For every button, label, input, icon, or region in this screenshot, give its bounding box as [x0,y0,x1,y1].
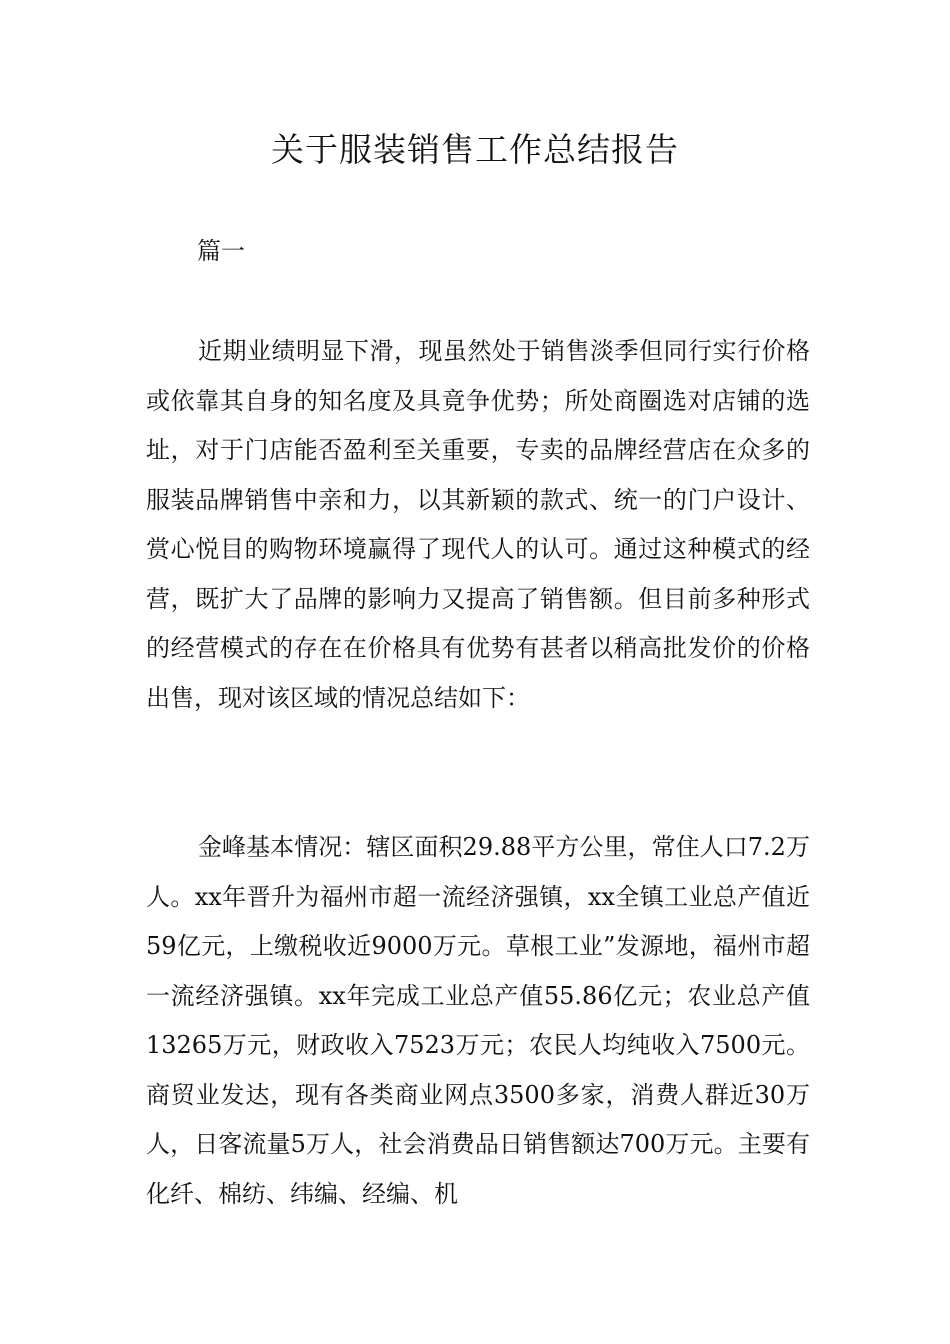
section-label: 篇一 [197,237,245,265]
document-title: 关于服装销售工作总结报告 [271,130,679,169]
body-paragraph-1: 近期业绩明显下滑，现虽然处于销售淡季但同行实行价格或依靠其自身的知名度及具竟争优势；所处商圈选对店铺的选址，对于门店能否盈利至关重要，专卖的品牌经营店在众多的服装品牌销售中亲和力，以其新颖的款式、统一的门户设计、赏心悦目的购物环境赢得了现代人的认可。通过这种模式的经营，既扩大了品牌的影响力又提高了销售额。但目前多种形式的经营模式的存在在价格具有优势有甚者以稍高批发价的价格出售，现对该区域的情况总结如下： [146,337,810,712]
body-paragraph-2: 金峰基本情况：辖区面积29.88平方公里，常住人口7.2万人。xx年晋升为福州市超一流经济强镇，xx全镇工业总产值近59亿元，上缴税收近9000万元。草根工业”发源地，福州市超一流经济强镇。xx年完成工业总产值55.86亿元；农业总产值13265万元，财政收入7523万元；农民人均纯收入7500元。商贸业发达，现有各类商业网点3500多家，消费人群近30万人，日客流量5万人，社会消费品日销售额达700万元。主要有化纤、棉纺、纬编、经编、机 [146,833,810,1208]
